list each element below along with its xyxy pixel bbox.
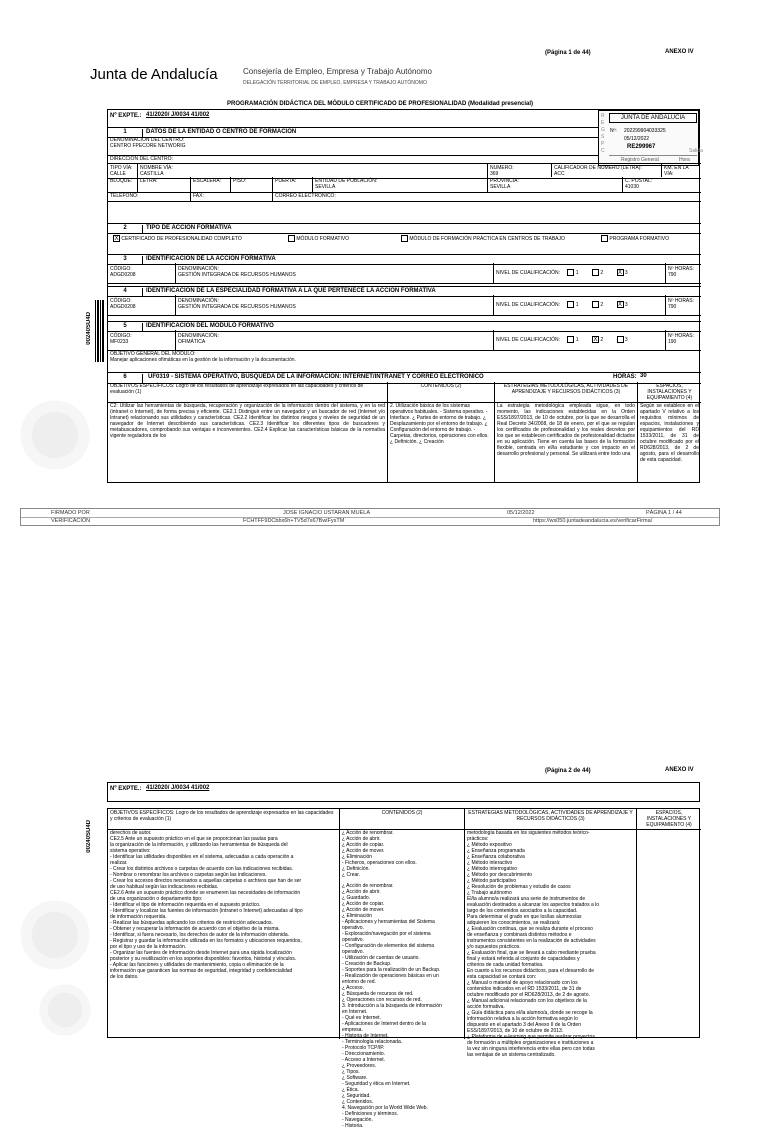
- section-5-row: [108, 330, 701, 351]
- contents-text: 2. Utilización básica de los sistemas operativos habituales. - Sistema operativo. - Interface. ¿ Partes de entorno de trabajo. ¿ Desplazamiento por el entorno de trabajo. ¿ Configuración del entorno de trabajo. - Carpetas, directorios, operaciones con ellos. ¿ Definición. ¿ Creación: [388, 402, 495, 482]
- signed-by-value: JOSE IGNACIO USTARAN MUELA: [283, 510, 370, 516]
- contents-line: ¿ Acción de mover.: [342, 848, 385, 854]
- contents-line: ¿ Acción de renombrar.: [342, 830, 394, 836]
- module-objective-value: Manejar aplicaciones ofimáticas en la gestión de la información y la documentación.: [110, 357, 296, 363]
- module-denomination-value: OFIMÁTICA: [178, 339, 206, 345]
- contents-line: - Realización de operaciones básicas en un: [342, 973, 439, 979]
- action-level-2-checkbox[interactable]: [592, 269, 599, 276]
- page-2-expte-value: 41/2020/ J/0034 41/002: [146, 785, 210, 791]
- strategies-line: ESS/1897/2013, de 10 de octubre de 2013.: [467, 1028, 564, 1034]
- delegacion-name: DELEGACIÓN TERRITORIAL DE EMPLEO, EMPRESA Y TRABAJO AUTÓNOMO: [243, 80, 427, 86]
- action-level-3-label: 3: [624, 269, 628, 276]
- block-label: BLOQUE:: [108, 177, 138, 192]
- street-name-value: CASTILLA: [140, 171, 164, 177]
- section-4-number: 4: [108, 288, 143, 296]
- province-label: PROVINCIA:: [490, 178, 519, 184]
- street-type-label: TIPO VÍA:: [110, 165, 133, 171]
- action-code-label: CÓDIGO:: [110, 266, 132, 272]
- watermark-logo: [20, 390, 90, 480]
- specialty-code-value: ADGD0208: [110, 304, 136, 310]
- expte-value: 41/2020/ J/0034 41/002: [146, 112, 210, 118]
- strategies-line: criterios de cada unidad formativa.: [467, 962, 544, 968]
- stamp-divider: [609, 155, 697, 156]
- contents-line: en Internet.: [342, 1009, 368, 1015]
- strategies-line: ¿ Trabajo autónomo: [467, 890, 512, 896]
- org-name: Junta de Andalucía: [90, 66, 218, 83]
- objectives-line: - Nombrar o renombrar los archivos o carpetas según las indicaciones.: [110, 872, 267, 878]
- option-module-label: MÓDULO FORMATIVO: [296, 235, 350, 242]
- objectives-line: de una organización o departamento tipo:: [110, 896, 203, 902]
- page-2-table: [107, 808, 700, 1129]
- p2-col-contents-header: CONTENIDOS (2): [340, 809, 465, 829]
- objectives-line: - Crear los accesos directos necesarios a aquellas carpetas o archivos que han de ser: [110, 878, 302, 884]
- stamp-letters: R E G S P C: [601, 113, 605, 154]
- registry-stamp: [598, 110, 703, 166]
- consejeria-name: Consejería de Empleo, Empresa y Trabajo Autónomo: [243, 67, 432, 76]
- signature-footer: [20, 508, 720, 526]
- street-name-label: NOMBRE VÍA:: [140, 165, 173, 171]
- action-level-label: NIVEL DE CUALIFICACIÓN:: [496, 269, 560, 276]
- action-hours-label: Nº HORAS:: [668, 266, 694, 272]
- section-2-title: TIPO DE ACCIÓN FORMATIVA: [146, 225, 232, 231]
- objectives-line: CE2.5 Ante un supuesto práctico en el que se proporcionan las pautas para: [110, 836, 278, 842]
- objectives-line: por el tipo y uso de la información.: [110, 944, 187, 950]
- page-2-watermark-lower: [35, 980, 95, 1040]
- door-label: PUERTA:: [273, 177, 313, 192]
- section-3-title: IDENTIFICACIÓN DE LA ACCIÓN FORMATIVA: [146, 256, 276, 262]
- specialty-hours-value: 790: [668, 304, 677, 310]
- specialty-code-label: CÓDIGO:: [110, 298, 132, 304]
- section-6-number: 6: [108, 374, 143, 383]
- objectives-table-header: [108, 382, 701, 403]
- contents-line: - Navegación.: [342, 1117, 373, 1123]
- module-level-2-checkbox[interactable]: X: [593, 337, 598, 343]
- strategies-line: ¿ Enseñanza programada: [467, 848, 525, 854]
- objectives-line: derechos de autor.: [110, 830, 152, 836]
- fax-label: FAX:: [191, 192, 273, 201]
- street-number-value: 369: [490, 171, 499, 177]
- contents-line: ¿ Eliminación: [342, 913, 373, 919]
- contents-line: - Qué es Internet.: [342, 1015, 381, 1021]
- number-qualifier-value: ACC: [554, 171, 565, 177]
- verification-label: VERIFICACIÓN: [51, 518, 91, 524]
- form-frame: [107, 109, 703, 483]
- province-value: SEVILLA: [490, 184, 511, 190]
- objectives-line: - Crear los distintos archivos o carpetas de acuerdo con las indicaciones recibidas.: [110, 866, 294, 872]
- strategies-line: acción formativa.: [467, 1004, 505, 1010]
- objectives-line: posterior y su reutilización en los soportes disponibles: favoritos, historial y vínculos.: [110, 956, 297, 962]
- page-2-annex: ANEXO IV: [665, 767, 694, 773]
- specialty-level-3-label: 3: [624, 301, 628, 308]
- module-hours-value: 190: [668, 339, 677, 345]
- action-code-value: ADGD0208: [110, 272, 136, 278]
- contents-line: ¿ Acceso.: [342, 985, 364, 991]
- contents-line: ¿ Acción de renombrar.: [342, 883, 394, 889]
- objectives-line: - Obtener y recuperar la información de acuerdo con el objetivo de la misma.: [110, 926, 280, 932]
- section-1-number: 1: [108, 129, 143, 137]
- contents-line: operativo.: [342, 949, 364, 955]
- module-hours-label: Nº HORAS:: [668, 333, 694, 339]
- specialty-level-1-checkbox[interactable]: [567, 301, 574, 308]
- strategies-line: largo de los contenidos asociados a la capacidad.: [467, 908, 578, 914]
- strategies-line: Para determinar el grado en que los/las alumnos/as: [467, 914, 582, 920]
- p2-contents-list: [340, 829, 465, 1129]
- contents-line: ¿ Acción de copiar.: [342, 842, 385, 848]
- page-2: [0, 760, 768, 1129]
- street-type-value: CALLE: [110, 171, 126, 177]
- contents-line: ¿ Acción de copiar.: [342, 901, 385, 907]
- spaces-text: Según se establece en el apartado V relativo a los requisitos mínimos de espacios, instalaciones y equipamientos del RD 1533/2011, de 31 de octubre modificado por el RD628/2013, de 2 de agosto, para el desarrollo de esta capacidad.: [640, 403, 699, 463]
- email-label: CORREO ELECTRÓNICO:: [275, 193, 336, 199]
- strategies-line: ¿ Método expositivo: [467, 842, 512, 848]
- section-4-row: [108, 295, 701, 316]
- option-complete-checkbox[interactable]: X: [114, 236, 119, 242]
- strategies-line: ¿ Método por descubrimiento: [467, 872, 533, 878]
- p2-col-strategies-header: ESTRATEGIAS METODOLÓGICAS, ACTIVIDADES DE APRENDIZAJE Y RECURSOS DIDÁCTICOS (3): [465, 809, 637, 829]
- specialty-level-1-label: 1: [575, 301, 579, 308]
- section-4-title: IDENTIFICACIÓN DE LA ESPECIALIDAD FORMATIVA A LA QUE PERTENECE LA ACCIÓN FORMATIVA: [146, 288, 436, 294]
- contents-line: ¿ Software.: [342, 1075, 368, 1081]
- km-label: KM. EN LA VÍA:: [664, 165, 689, 177]
- objectives-line: de uso habitual según las indicaciones recibidas.: [110, 884, 219, 890]
- objectives-line: - Identificar y localizar las fuentes de información (intranet o Internet) adecuadas al tipo: [110, 908, 303, 914]
- strategies-line: ¿ Enseñanza colaborativa: [467, 854, 525, 860]
- contents-line: - Seguridad y ética en Internet.: [342, 1081, 411, 1087]
- contents-line: ¿ Contenidos.: [342, 1099, 374, 1105]
- strategies-line: octubre modificado por el RD628/2013, de 2 de agosto.: [467, 992, 590, 998]
- section-2-number: 2: [108, 225, 143, 233]
- specialty-denomination-value: GESTIÓN INTEGRADA DE RECURSOS HUMANOS: [178, 304, 296, 310]
- option-practice-checkbox[interactable]: [401, 235, 408, 242]
- town-value: SEVILLA: [315, 184, 336, 190]
- stamp-date: 05/12/2022: [624, 136, 650, 142]
- p2-strategies-list: [465, 829, 637, 1058]
- strategies-line: de enseñanza y combinará distintos métodos e: [467, 932, 572, 938]
- strategies-line: ¿ Método participativo: [467, 878, 517, 884]
- objectives-line: sistema operativo:: [110, 848, 151, 854]
- stamp-title: JUNTA DE ANDALUCIA: [609, 113, 697, 123]
- contents-line: - Direccionamiento.: [342, 1051, 386, 1057]
- specialty-level-label: NIVEL DE CUALIFICACIÓN:: [496, 301, 560, 308]
- objectives-line: - Registrar y guardar la información utilizada en los formatos y ubicaciones requeridos,: [110, 938, 302, 944]
- unit-hours-label: HORAS:: [613, 374, 637, 380]
- col-strategies-header: ESTRATEGIAS METODOLÓGICAS, ACTIVIDADES DE APRENDIZAJE Y RECURSOS DIDÁCTICOS (3): [495, 382, 638, 402]
- strategies-line: ¿ Manual adicional relacionado con los objetivos de la: [467, 998, 587, 1004]
- module-level-1-label: 1: [575, 336, 579, 343]
- contents-line: ¿ Definición.: [342, 866, 370, 872]
- contents-line: - Definiciones y términos.: [342, 1111, 399, 1117]
- strategies-line: esta capacidad se contará con:: [467, 974, 537, 980]
- contents-line: - Historia.: [342, 1123, 364, 1129]
- specialty-denomination-label: DENOMINACIÓN:: [178, 298, 219, 304]
- strategies-line: las ventajas de un sistema centralizado.: [467, 1052, 556, 1058]
- p2-col-spaces-header: ESPACIOS, INSTALACIONES Y EQUIPAMIENTO (4): [646, 810, 692, 828]
- objectives-line: de los datos.: [110, 974, 139, 980]
- objectives-line: la organización de la información, y utilizando las herramientas de búsqueda del: [110, 842, 288, 848]
- side-code: 00240SU4D: [86, 312, 92, 345]
- contents-line: 3. Introducción a la búsqueda de información: [342, 1003, 442, 1009]
- strategies-line: ¿ Método interrogativo: [467, 866, 518, 872]
- phone-label: TELÉFONO:: [108, 192, 191, 201]
- page-2-expte-row: [107, 782, 700, 794]
- p2-col-objectives-header: OBJETIVOS ESPECÍFICOS: Logro de los resultados de aprendizaje expresados en las capacidades y criterios de evaluación (1): [108, 809, 340, 829]
- strategies-line: la vez sin ninguna interferencia entre ellas pero con todas: [467, 1046, 595, 1052]
- action-denomination-label: DENOMINACIÓN:: [178, 266, 219, 272]
- staircase-label: ESCALERA:: [191, 177, 231, 192]
- strategies-line: ¿ Plataforma de e-learning que permite realizar proyectos: [467, 1034, 595, 1040]
- signature-date: 05/12/2022: [507, 510, 535, 516]
- contents-line: ¿ Tipos.: [342, 1069, 360, 1075]
- contents-line: ¿ Operaciones con recursos de red.: [342, 997, 422, 1003]
- contents-line: ¿ Acción de mover.: [342, 907, 385, 913]
- stamp-hour: Hora: [679, 157, 690, 163]
- contents-line: ¿ Crear.: [342, 872, 361, 878]
- strategies-line: contenidos indicados en el RD 1533/2011, de 31 de: [467, 986, 582, 992]
- col-contents-header: CONTENIDOS (2): [388, 382, 495, 402]
- center-name-value: CENTRO FPECORE NETWORIG: [110, 143, 186, 149]
- objectives-line: - Identificar el tipo de información requerida en el supuesto práctico.: [110, 902, 261, 908]
- stamp-salida: Salida: [689, 148, 703, 154]
- section-3-number: 3: [108, 256, 143, 264]
- option-complete-label: CERTIFICADO DE PROFESIONALIDAD COMPLETO: [121, 235, 242, 242]
- contents-line: - Soportes para la realización de un Backup.: [342, 967, 441, 973]
- contents-line: ¿ Guardado.: [342, 895, 371, 901]
- module-level-3-label: 3: [624, 336, 628, 343]
- page-2-watermark: [20, 890, 90, 980]
- postal-code-value: 41030: [625, 184, 639, 190]
- option-program-label: PROGRAMA FORMATIVO: [609, 235, 670, 242]
- col-objectives-header: OBJETIVOS ESPECÍFICOS: Logro de los resultados de aprendizaje expresados en las capacidades y criterios de evaluación (1): [108, 382, 388, 402]
- stamp-number: 202299904033325: [624, 128, 666, 134]
- option-module-checkbox[interactable]: [288, 235, 295, 242]
- contents-line: 4. Navegación por la World Wide Web.: [342, 1105, 428, 1111]
- section-6-title: UF0319 - SISTEMA OPERATIVO, BÚSQUEDA DE LA INFORMACIÓN: INTERNET/INTRANET Y CORREO ELECTRÓNICO: [148, 374, 484, 380]
- strategies-line: metodología basada en los siguientes métodos teórico-: [467, 830, 590, 836]
- verification-url[interactable]: https://ws050.juntadeandalucia.es/verificarFirma/: [533, 518, 653, 524]
- stamp-registry: Registro General: [621, 157, 659, 163]
- contents-line: - Protocolo TCP/IP.: [342, 1045, 385, 1051]
- objectives-line: realizar.: [110, 860, 128, 866]
- annex-label: ANEXO IV: [665, 49, 694, 55]
- verification-code: FCHTFF9DCbbx6h+TV5d7s67BwiFysTM: [243, 518, 345, 524]
- contents-line: ¿ Eliminación: [342, 854, 373, 860]
- contents-line: - Exploración/navegación por el sistema: [342, 931, 431, 937]
- section-2-header: [108, 223, 701, 234]
- street-number-label: NUMERO:: [490, 165, 514, 171]
- module-denomination-label: DENOMINACIÓN:: [178, 333, 219, 339]
- option-practice-label: MÓDULO DE FORMACIÓN PRÁCTICA EN CENTROS DE TRABAJO: [409, 235, 565, 242]
- contents-line: - Aplicaciones y herramientas del Sistema: [342, 919, 435, 925]
- strategies-line: dispuesto en el apartado 3 del Anexo II de la Orden: [467, 1022, 581, 1028]
- action-type-options: [113, 235, 701, 245]
- objectives-line: información que garanticen las normas de seguridad, integridad y confidencialidad: [110, 968, 293, 974]
- contents-line: ¿ Proveedores.: [342, 1063, 377, 1069]
- strategies-line: ¿ Resolución de problemas y estudio de casos: [467, 884, 571, 890]
- document-title: PROGRAMACIÓN DIDÁCTICA DEL MÓDULO CERTIFICADO DE PROFESIONALIDAD (Modalidad presencial): [227, 101, 534, 107]
- letter-label: LETRA:: [138, 177, 191, 192]
- floor-label: PISO:: [231, 177, 273, 192]
- contents-line: - Utilización de cuentas de usuario.: [342, 955, 420, 961]
- strategies-text: La estrategia metodológica empleada sigue, en todo momento, las indicaciones establecidas en la Orden ESS/1897/2013, de 10 de octubre, por la que se desarrolla el Real Decreto 34/2008, de 18 de enero, por el que se regulan los certificados de profesionalidad y los reales decretos por los que se establecen certificados de profesionalidad dictados en su aplicación. Tiene en cuenta las bases de la formación flexible, centrada en el/la estudiante y con impacto en el desarrollo profesional y personal. Se utilizará entre todo una: [495, 402, 638, 482]
- contents-line: operativo.: [342, 925, 364, 931]
- page-2-side-code: 00240SU4D: [86, 820, 92, 853]
- strategies-line: El/la alumno/a realizará una serie de instrumentos de: [467, 896, 586, 902]
- strategies-line: ¿ Manual o material de apoyo relacionado con los: [467, 980, 578, 986]
- strategies-line: información relativa a la acción formativa según lo: [467, 1016, 578, 1022]
- action-denomination-value: GESTIÓN INTEGRADA DE RECURSOS HUMANOS: [178, 272, 296, 278]
- objectives-text: C2: Utilizar las herramientas de búsqueda, recuperación y organización de la información dentro del sistema, y en la red (intranet o Internet), de forma precisa y eficiente. CE2.1 Distinguir entre un navegador y un buscador de red (Internet y/o Intranet) relacionando sus utilidades y características. CE2.2 Identificar los distintos riesgos y niveles de seguridad de un navegador de Internet describiendo sus características. CE2.3 Identificar los diferentes tipos de buscadores y metabuscadores, comprobando sus ventajas e inconvenientes. CE2.4 Explicar las características básicas de la normativa vigente reguladora de los: [108, 402, 388, 482]
- unit-hours-value: 30: [640, 373, 647, 379]
- strategies-line: evaluación destinados a alcanzar los aspectos tratados a lo: [467, 902, 600, 908]
- action-level-3-checkbox[interactable]: X: [618, 270, 623, 276]
- section-3-row: [108, 263, 701, 284]
- contents-line: - Historia de Internet.: [342, 1033, 389, 1039]
- signature-page: PÁGINA 1 / 44: [646, 510, 682, 516]
- contents-line: ¿ Búsqueda de recursos de red.: [342, 991, 414, 997]
- contents-line: ¿ Acción de abrir.: [342, 836, 381, 842]
- strategies-line: ¿ Guía didáctica para el/la alumno/a, donde se recoge la: [467, 1010, 593, 1016]
- page-2-table-body: [108, 829, 701, 1129]
- center-name-label: DENOMINACION DEL CENTRO:: [110, 137, 185, 143]
- specialty-hours-label: Nº HORAS:: [668, 298, 694, 304]
- col-spaces-header: ESPACIOS, INSTALACIONES Y EQUIPAMIENTO (4): [646, 383, 693, 401]
- contents-line: - Terminología relacionada.: [342, 1039, 403, 1045]
- contents-line: - Aplicaciones de Internet dentro de la: [342, 1021, 426, 1027]
- contents-line: - Configuración de elementos del sistema: [342, 943, 434, 949]
- objectives-line: - Aplicar las funciones y utilidades de mantenimiento, copia o eliminación de la: [110, 962, 284, 968]
- module-level-label: NIVEL DE CUALIFICACIÓN:: [496, 336, 560, 343]
- module-level-2-label: 2: [600, 336, 604, 343]
- action-level-1-label: 1: [575, 269, 579, 276]
- section-5-title: IDENTIFICACIÓN DEL MÓDULO FORMATIVO: [146, 323, 274, 329]
- action-level-2-label: 2: [600, 269, 604, 276]
- address-row-2: [108, 177, 701, 193]
- strategies-line: prácticos:: [467, 836, 489, 842]
- expte-label: Nº EXPTE.:: [110, 113, 142, 119]
- module-code-label: CÓDIGO:: [110, 333, 132, 339]
- objectives-line: - Realizar las búsquedas aplicando los criterios de restricción adecuados.: [110, 920, 273, 926]
- contents-line: empresa.: [342, 1027, 363, 1033]
- stamp-num-label: Nº:: [610, 128, 617, 134]
- contents-line: - Acceso a Internet.: [342, 1057, 386, 1063]
- strategies-line: adquieren los conocimientos, se realizará:: [467, 920, 561, 926]
- strategies-line: ¿ Evaluación final, que se llevará a cabo mediante prueba: [467, 950, 596, 956]
- contact-row: [108, 192, 701, 202]
- strategies-line: y/o supuestos prácticos.: [467, 944, 521, 950]
- number-qualifier-label: CALIFICADOR DE NUMERO (LETRA):: [554, 165, 642, 171]
- page-2-expte-label: Nº EXPTE.:: [110, 786, 142, 792]
- strategies-line: ¿ Método interactivo: [467, 860, 513, 866]
- town-label: ENTIDAD DE POBLACIÓN:: [315, 178, 378, 184]
- objectives-line: de información requerida.: [110, 914, 167, 920]
- objectives-line: CE2.6 Ante un supuesto práctico donde se enumeren las necesidades de información: [110, 890, 301, 896]
- specialty-level-2-label: 2: [600, 301, 604, 308]
- strategies-line: En cuanto a los recursos didácticos, para el desarrollo de: [467, 968, 595, 974]
- contents-line: - Creación de Backup.: [342, 961, 392, 967]
- center-address-label: DIRECCIÓN DEL CENTRO:: [110, 156, 173, 162]
- contents-line: ¿ Ética.: [342, 1087, 359, 1093]
- objectives-line: - Identificar, si fuera necesario, los derechos de autor de la información obtenida.: [110, 932, 289, 938]
- p2-spaces-cell: [637, 829, 701, 1039]
- section-5-number: 5: [108, 323, 143, 331]
- objectives-table-body: [108, 402, 701, 482]
- strategies-line: de formación a múltiples organizaciones e instituciones a: [467, 1040, 594, 1046]
- specialty-level-2-checkbox[interactable]: [592, 301, 599, 308]
- objectives-line: - Organizar las fuentes de información desde Internet para una rápida localización: [110, 950, 292, 956]
- contents-line: entorno de red.: [342, 979, 376, 985]
- module-objective-label: OBJETIVO GENERAL DEL MÓDULO:: [110, 351, 196, 357]
- contents-line: ¿ Seguridad.: [342, 1093, 371, 1099]
- strategies-line: ¿ Evaluación continua, que se realiza durante el proceso: [467, 926, 593, 932]
- strategies-line: final y estará referida al conjunto de capacidades y: [467, 956, 580, 962]
- stamp-code: RE299967: [627, 144, 656, 150]
- section-1-title: DATOS DE LA ENTIDAD O CENTRO DE FORMACION: [146, 129, 297, 135]
- contents-line: operativo.: [342, 937, 364, 943]
- action-level-1-checkbox[interactable]: [567, 269, 574, 276]
- barcode-image: [95, 300, 105, 362]
- page-2-number: (Página 2 de 44): [545, 768, 591, 774]
- signed-by-label: FIRMADO POR: [51, 510, 90, 516]
- expte-row: [108, 110, 598, 122]
- contents-line: - Ficheros, operaciones con ellos.: [342, 860, 417, 866]
- page-number: (Página 1 de 44): [545, 50, 591, 56]
- p2-objectives-list: [108, 829, 340, 1039]
- action-hours-value: 790: [668, 272, 677, 278]
- option-program-checkbox[interactable]: [601, 235, 608, 242]
- specialty-level-3-checkbox[interactable]: X: [618, 302, 623, 308]
- objectives-line: - Identificar las utilidades disponibles en el sistema, adecuadas a cada operación a: [110, 854, 294, 860]
- contents-line: ¿ Acción de abrir.: [342, 889, 381, 895]
- module-code-value: MF0233: [110, 339, 129, 345]
- module-level-1-checkbox[interactable]: [567, 336, 574, 343]
- page-2-table-header: [108, 809, 701, 830]
- postal-code-label: C. POSTAL:: [625, 178, 653, 184]
- module-level-3-checkbox[interactable]: [617, 336, 624, 343]
- strategies-line: instrumentos consistentes en la realización de actividades: [467, 938, 596, 944]
